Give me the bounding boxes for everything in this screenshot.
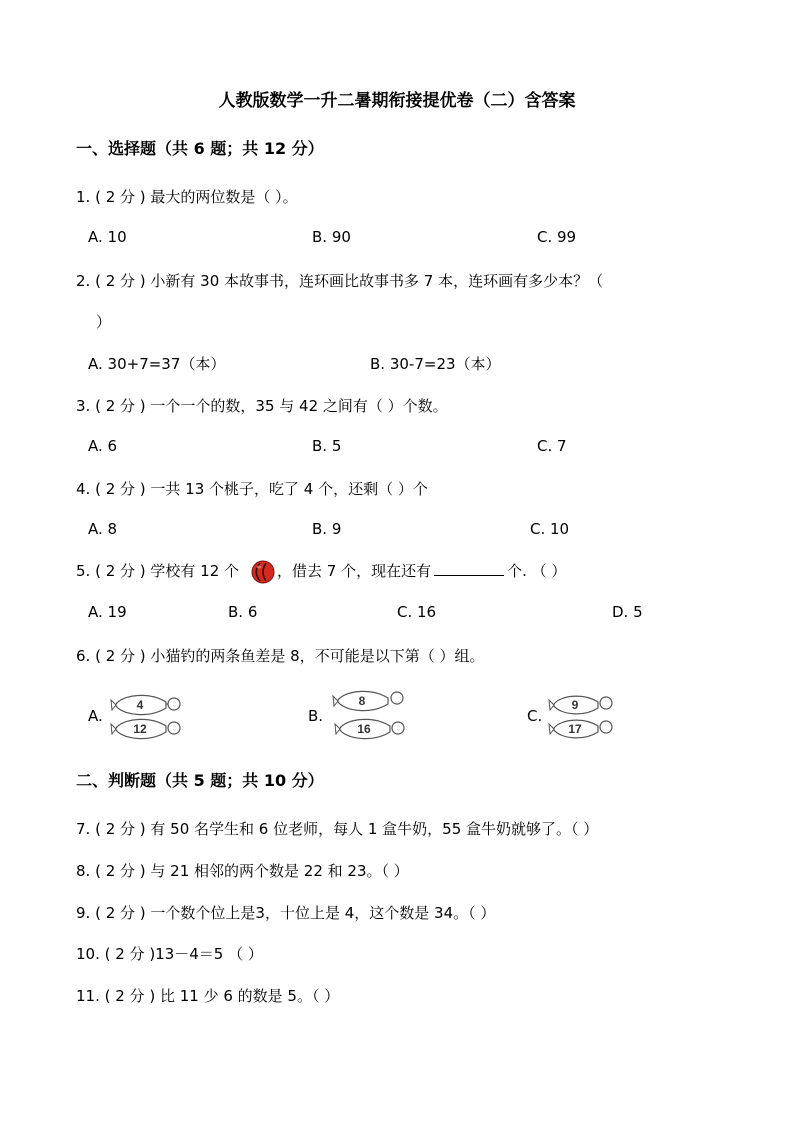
page-title: 人教版数学一升二暑期衔接提优卷（二）含答案 (218, 91, 576, 111)
q4-option-c[interactable]: C. 10 (530, 520, 570, 538)
question-7: 7. ( 2 分 ) 有 50 名学生和 6 位老师，每人 1 盒牛奶，55 盒牛奶就够了。（ ） (76, 820, 599, 838)
q1-option-b[interactable]: B. 90 (312, 228, 351, 246)
question-2-continued: ） (96, 313, 112, 331)
fish-number: 8 (358, 694, 366, 708)
fish-icon (549, 696, 612, 714)
q5-option-a[interactable]: A. 19 (88, 603, 127, 621)
q3-option-b[interactable]: B. 5 (312, 437, 342, 455)
section-heading-choice: 一、选择题（共 6 题；共 12 分） (76, 139, 324, 158)
question-5-start: 5. ( 2 分 ) 学校有 12 个 (76, 562, 240, 580)
fish-icon (333, 691, 403, 710)
q6-option-a[interactable]: A. (88, 707, 103, 725)
q4-option-a[interactable]: A. 8 (88, 520, 118, 538)
question-3: 3. ( 2 分 ) 一个一个的数，35 与 42 之间有（ ）个数。 (76, 397, 448, 415)
question-5 (76, 560, 566, 582)
question-2: 2. ( 2 分 ) 小新有 30 本故事书，连环画比故事书多 7 本，连环画有多少本？（ (76, 272, 604, 290)
q6-option-c[interactable]: C. (527, 707, 543, 725)
q1-option-a[interactable]: A. 10 (88, 228, 127, 246)
answer-blank[interactable] (434, 561, 504, 576)
question-5-end: 个. （ ） (507, 562, 567, 580)
fish-icon (549, 720, 612, 738)
q3-option-c[interactable]: C. 7 (537, 437, 567, 455)
question-10: 10. ( 2 分 )13－4＝5 （ ） (76, 945, 263, 963)
fish-icon (111, 719, 180, 738)
question-5-middle: ，借去 7 个，现在还有 (277, 562, 432, 580)
q6-fish-group-b (330, 686, 410, 742)
q2-option-b[interactable]: B. 30-7=23（本） (370, 355, 501, 373)
fish-number: 9 (571, 698, 579, 712)
section-heading-judge: 二、判断题（共 5 题；共 10 分） (76, 771, 324, 790)
red-ball-icon (251, 560, 271, 580)
fish-number: 17 (568, 722, 582, 736)
question-1: 1. ( 2 分 ) 最大的两位数是（ ）。 (76, 188, 298, 206)
q5-option-d[interactable]: D. 5 (612, 603, 643, 621)
fish-number: 4 (136, 698, 144, 712)
q2-option-a[interactable]: A. 30+7=37（本） (88, 355, 226, 373)
q5-option-c[interactable]: C. 16 (397, 603, 437, 621)
q6-fish-group-c (548, 690, 620, 742)
q3-option-a[interactable]: A. 6 (88, 437, 118, 455)
q6-option-b[interactable]: B. (308, 707, 324, 725)
question-6: 6. ( 2 分 ) 小猫钓的两条鱼差是 8，不可能是以下第（ ）组。 (76, 647, 485, 665)
question-4: 4. ( 2 分 ) 一共 13 个桃子，吃了 4 个，还剩（ ）个 (76, 480, 428, 498)
fish-number: 12 (133, 722, 147, 736)
q4-option-b[interactable]: B. 9 (312, 520, 342, 538)
fish-icon (111, 695, 180, 714)
fish-icon (335, 719, 404, 738)
q1-option-c[interactable]: C. 99 (537, 228, 577, 246)
question-9: 9. ( 2 分 ) 一个数个位上是3，十位上是 4，这个数是 34。（ ） (76, 904, 496, 922)
fish-number: 16 (357, 722, 371, 736)
question-11: 11. ( 2 分 ) 比 11 少 6 的数是 5。（ ） (76, 987, 340, 1005)
question-8: 8. ( 2 分 ) 与 21 相邻的两个数是 22 和 23。（ ） (76, 862, 409, 880)
q5-option-b[interactable]: B. 6 (228, 603, 258, 621)
q6-fish-group-a (110, 690, 186, 742)
